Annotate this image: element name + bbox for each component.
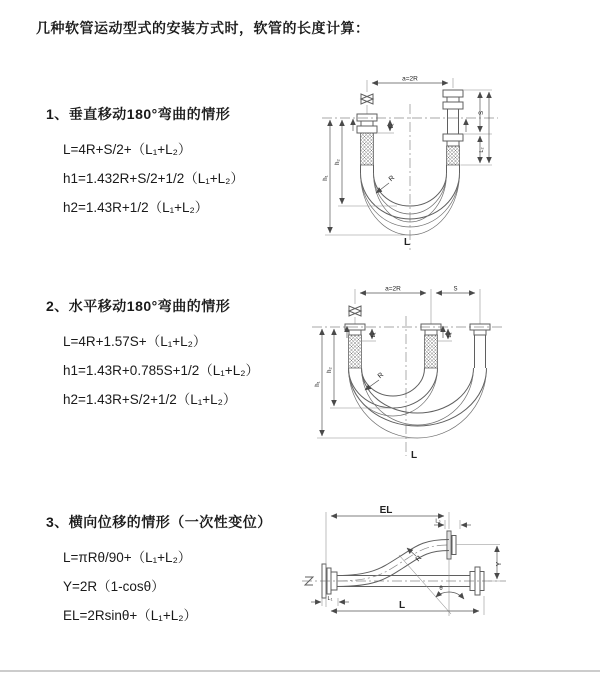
dim-label-h2: h₂ [335,159,341,165]
section-vertical-movement [46,104,321,222]
dim-label-h1: h₁ [315,381,321,387]
formula-h2: h2=1.43R+1/2（L₁+L₂） [63,200,209,215]
dim-label-h1: h₁ [323,175,329,181]
hose-displaced-position [337,531,456,587]
dim-l1 [311,596,349,606]
formula-length: L=4R+1.57S+（L₁+L₂） [63,334,207,349]
dim-label-s: S [479,110,485,116]
valve-icon [361,94,373,104]
dim-l [331,596,484,615]
radius-label: R [376,371,386,381]
valve-icon [349,306,361,316]
formula-h1: h1=1.432R+S/2+1/2（L₁+L₂） [63,171,244,186]
dim-label-l2: L₂ [479,147,485,153]
formula-y: Y=2R（1-cosθ） [63,579,165,594]
formula-h1: h1=1.43R+0.785S+1/2（L₁+L₂） [63,363,259,378]
length-label: L [410,450,418,461]
right-fitting [470,324,490,368]
left-fitting [345,324,365,368]
hose-u-bends [349,368,487,438]
left-fitting [357,114,377,165]
radius-label: R [387,174,397,184]
section-2-heading: 2、水平移动180°弯曲的情形 [46,298,231,314]
dim-l2 [437,329,453,341]
dim-label-el: EL [379,505,393,516]
centerlines [312,316,502,456]
section-3-heading: 3、横向位移的情形（一次性变位） [46,514,272,530]
diagram-vertical-bend [312,70,594,264]
dim-label-l2: L₂ [447,332,453,338]
dim-label-s: S [453,286,458,293]
angle-label: θ [439,586,443,592]
angle-construction [399,531,464,616]
dim-l1 [361,329,377,341]
dim-label-y: Y [496,561,503,567]
section-horizontal-movement [46,296,321,414]
dim-label-l1: L₁ [389,123,395,129]
dim-s-l2 [461,90,493,165]
footer-divider [0,670,600,672]
dim-l2 [434,519,471,530]
formula-h2: h2=1.43R+S/2+1/2（L₁+L₂） [63,392,237,407]
centerlines [322,104,498,250]
diagram-horizontal-bend [306,280,598,468]
length-label: L [403,237,411,248]
dim-label-a2r: a=2R [402,75,418,83]
page-title: 几种软管运动型式的安装方式时，软管的长度计算： [36,20,370,36]
dim-label-l1: L₁ [371,332,377,338]
diagram-lateral-displacement [298,498,600,658]
dim-label-a2r: a=2R [385,285,401,293]
radius-label: R [414,554,424,564]
section-lateral-displacement [46,512,321,630]
dim-label-h2: h₂ [327,367,333,373]
formula-length: L=πRθ/90+（L₁+L₂） [63,550,192,565]
radius-callout [376,175,396,193]
dim-l1 [378,120,395,133]
dim-label-l1: L₁ [327,596,333,602]
radius-callout [365,372,385,390]
formula-el: EL=2Rsinθ+（L₁+L₂） [63,608,197,623]
section-1-heading: 1、垂直移动180°弯曲的情形 [46,106,231,122]
formula-length: L=4R+S/2+（L₁+L₂） [63,142,192,157]
dim-a2r-s [355,286,480,325]
dim-label-l2: L₂ [435,518,441,525]
dim-el [326,505,449,607]
right-fitting [443,90,463,165]
length-label: L [398,600,406,611]
middle-fitting [421,324,441,368]
